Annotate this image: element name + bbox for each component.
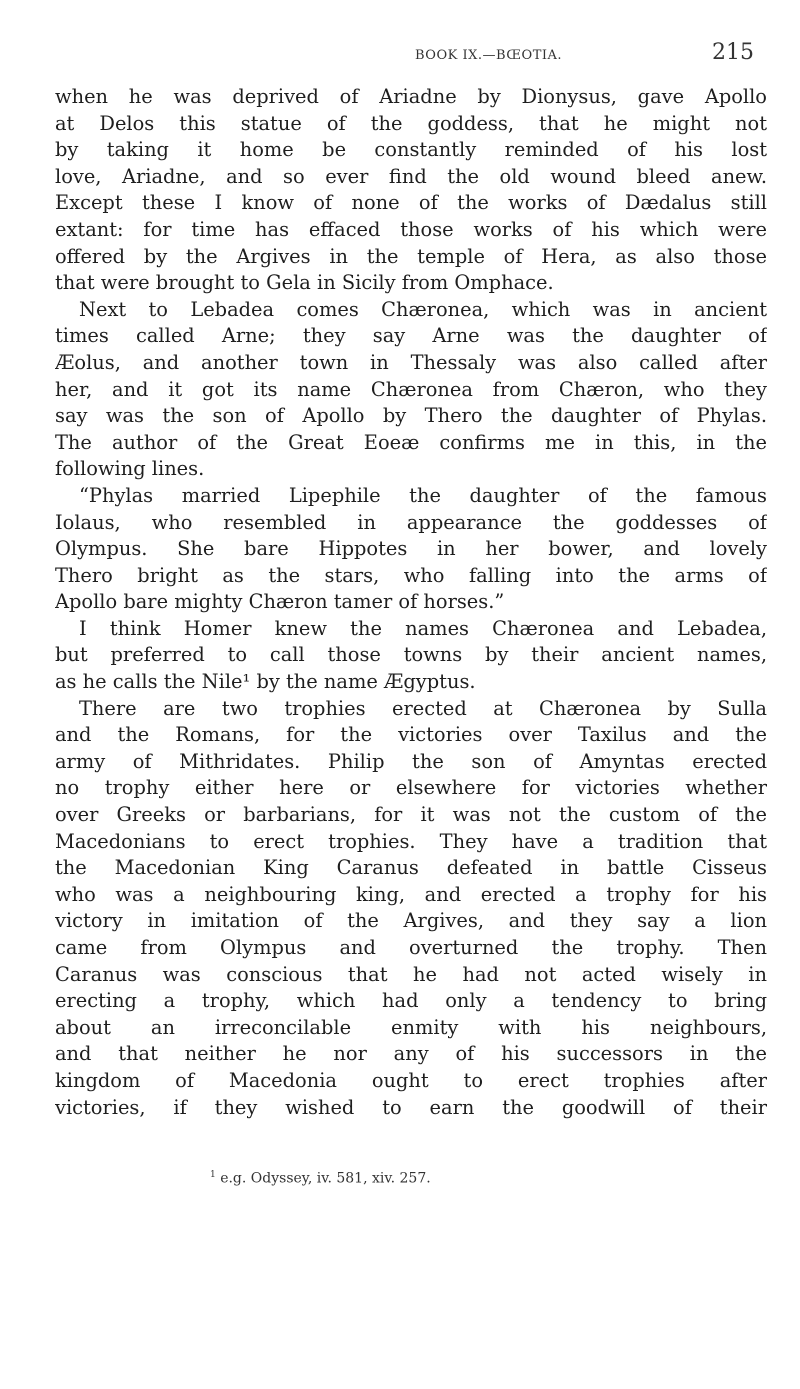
text-line: Olympus. She bare Hippotes in her bower, and lovely — [55, 537, 767, 561]
text-line: say was the son of Apollo by Thero the daughter of Phylas. — [55, 404, 767, 428]
text-line: extant: for time has effaced those works of his which were — [55, 217, 767, 241]
text-line: I think Homer knew the names Chæronea and Lebadea, — [79, 616, 767, 640]
text-line: by taking it home be constantly reminded of his lost — [55, 138, 767, 162]
text-line: erecting a trophy, which had only a tendency to bring — [55, 989, 767, 1013]
text-line: the Macedonian King Caranus defeated in battle Cisseus — [55, 856, 767, 880]
body-text — [55, 84, 767, 1121]
text-line: Thero bright as the stars, who falling into the arms of — [55, 563, 767, 587]
text-line: and that neither he nor any of his successors in the — [55, 1042, 767, 1066]
text-line: came from Olympus and overturned the trophy. Then — [55, 936, 767, 959]
text-line: but preferred to call those towns by their ancient names, — [55, 643, 767, 667]
text-line: that were brought to Gela in Sicily from Omphace. — [55, 271, 554, 295]
text-line: victory in imitation of the Argives, and they say a lion — [55, 909, 767, 933]
text-line: kingdom of Macedonia ought to erect trophies after — [55, 1068, 767, 1092]
text-line: no trophy either here or elsewhere for victories whether — [55, 776, 767, 800]
text-line: The author of the Great Eoeæ confirms me in this, in the — [55, 430, 767, 454]
text-line: when he was deprived of Ariadne by Dionysus, gave Apollo — [55, 85, 767, 108]
text-line: army of Mithridates. Philip the son of Amyntas erected — [55, 749, 767, 773]
footnote-marker: 1 — [210, 1170, 216, 1180]
text-line: Caranus was conscious that he had not acted wisely in — [55, 962, 767, 986]
text-line: Apollo bare mighty Chæron tamer of horses.” — [55, 590, 505, 614]
text-line: Macedonians to erect trophies. They have a tradition that — [55, 829, 767, 853]
text-line: offered by the Argives in the temple of Hera, as also those — [55, 244, 767, 268]
text-line: times called Arne; they say Arne was the daughter of — [55, 324, 767, 348]
text-line: Next to Lebadea comes Chæronea, which was in ancient — [79, 297, 767, 321]
running-head: BOOK IX.—BŒOTIA. — [415, 48, 563, 63]
text-line: at Delos this statue of the goddess, that he might not — [55, 111, 767, 135]
text-line: There are two trophies erected at Chæronea by Sulla — [79, 696, 767, 720]
text-line: Except these I know of none of the works of Dædalus still — [55, 191, 767, 215]
text-line: victories, if they wished to earn the goodwill of their — [55, 1095, 767, 1119]
text-line: following lines. — [55, 457, 205, 481]
page-number: 215 — [712, 40, 754, 65]
text-line: “Phylas married Lipephile the daughter of the famous — [79, 483, 767, 507]
text-line: her, and it got its name Chæronea from Chæron, who they — [55, 377, 767, 401]
footnote-text: e.g. Odyssey, iv. 581, xiv. 257. — [220, 1170, 431, 1187]
text-line: who was a neighbouring king, and erected a trophy for his — [55, 882, 767, 906]
text-line: over Greeks or barbarians, for it was not the custom of the — [55, 803, 767, 827]
footnote — [210, 1170, 431, 1187]
text-line: Æolus, and another town in Thessaly was also called after — [55, 350, 767, 374]
text-line: love, Ariadne, and so ever find the old wound bleed anew. — [55, 164, 767, 188]
text-line: about an irreconcilable enmity with his neighbours, — [55, 1015, 767, 1039]
text-line: Iolaus, who resembled in appearance the goddesses of — [55, 510, 767, 534]
text-line: and the Romans, for the victories over Taxilus and the — [55, 723, 767, 747]
text-line: as he calls the Nile¹ by the name Ægyptus. — [55, 670, 476, 694]
